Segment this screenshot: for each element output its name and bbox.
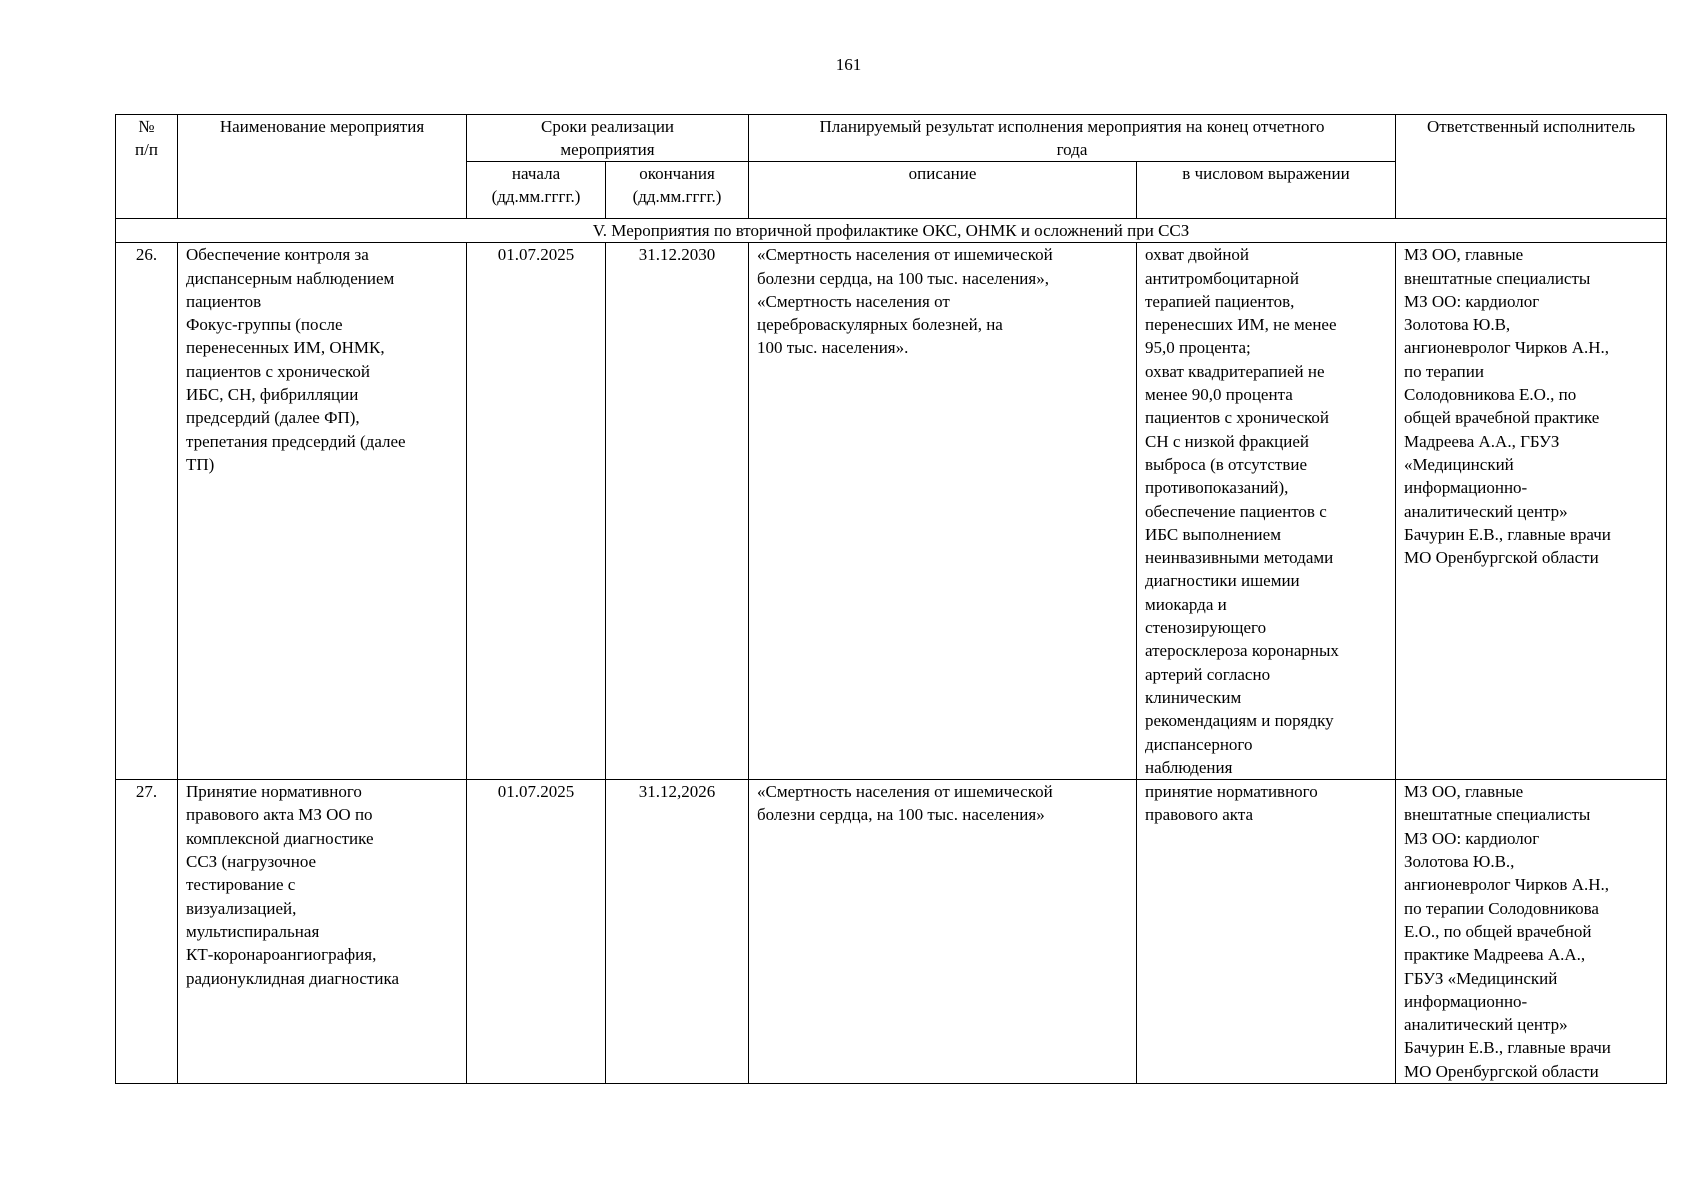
table-row bbox=[116, 780, 1667, 1084]
header-description: описание bbox=[749, 162, 1137, 219]
end-date: 31.12,2026 bbox=[606, 780, 749, 1084]
header-numeric: в числовом выражении bbox=[1137, 162, 1396, 219]
header-result: Планируемый результат исполнения мероприятия на конец отчетного года bbox=[749, 115, 1396, 162]
measure-name: Принятие нормативного правового акта МЗ ОО по комплексной диагностике ССЗ (нагрузочное тестирование с визуализацией, мультиспиральная КТ-коронароангиография, радионуклидная диагностика bbox=[178, 780, 467, 1084]
start-date: 01.07.2025 bbox=[467, 243, 606, 780]
header-start: начала (дд.мм.гггг.) bbox=[467, 162, 606, 219]
start-date: 01.07.2025 bbox=[467, 780, 606, 1084]
measure-name: Обеспечение контроля за диспансерным наблюдением пациентов Фокус-группы (после перенесенных ИМ, ОНМК, пациентов с хронической ИБС, СН, фибрилляции предсердий (далее ФП), трепетания предсердий (далее ТП) bbox=[178, 243, 467, 780]
header-end: окончания (дд.мм.гггг.) bbox=[606, 162, 749, 219]
row-number: 26. bbox=[116, 243, 178, 780]
responsible-executor: МЗ ОО, главные внештатные специалисты МЗ ОО: кардиолог Золотова Ю.В, ангионевролог Чирков А.Н., по терапии Солодовникова Е.О., по общей врачебной практике Мадреева А.А., ГБУЗ «Медицинский информационно- аналитический центр» Бачурин Е.В., главные врачи МО Оренбургской области bbox=[1396, 243, 1667, 780]
header-name: Наименование мероприятия bbox=[178, 115, 467, 219]
header-row-1 bbox=[116, 115, 1667, 162]
header-num: № п/п bbox=[116, 115, 178, 219]
responsible-executor: МЗ ОО, главные внештатные специалисты МЗ ОО: кардиолог Золотова Ю.В., ангионевролог Чирков А.Н., по терапии Солодовникова Е.О., по общей врачебной практике Мадреева А.А., ГБУЗ «Медицинский информационно- аналитический центр» Бачурин Е.В., главные врачи МО Оренбургской области bbox=[1396, 780, 1667, 1084]
measures-table bbox=[115, 114, 1667, 1084]
result-numeric: принятие нормативного правового акта bbox=[1137, 780, 1396, 1084]
result-numeric: охват двойной антитромбоцитарной терапией пациентов, перенесших ИМ, не менее 95,0 процента; охват квадритерапией не менее 90,0 процента пациентов с хронической СН с низкой фракцией выброса (в отсутствие противопоказаний), обеспечение пациентов с ИБС выполнением неинвазивными методами диагностики ишемии миокарда и стенозирующего атеросклероза коронарных артерий согласно клиническим рекомендациям и порядку диспансерного наблюдения bbox=[1137, 243, 1396, 780]
header-executor: Ответственный исполнитель bbox=[1396, 115, 1667, 219]
table-row bbox=[116, 243, 1667, 780]
page-number: 161 bbox=[835, 55, 862, 74]
section-row bbox=[116, 219, 1667, 243]
end-date: 31.12.2030 bbox=[606, 243, 749, 780]
result-description: «Смертность населения от ишемической болезни сердца, на 100 тыс. населения», «Смертность населения от цереброваскулярных болезней, на 100 тыс. населения». bbox=[749, 243, 1137, 780]
row-number: 27. bbox=[116, 780, 178, 1084]
section-title: V. Мероприятия по вторичной профилактике ОКС, ОНМК и осложнений при ССЗ bbox=[116, 219, 1667, 243]
result-description: «Смертность населения от ишемической болезни сердца, на 100 тыс. населения» bbox=[749, 780, 1137, 1084]
header-terms: Сроки реализации мероприятия bbox=[467, 115, 749, 162]
